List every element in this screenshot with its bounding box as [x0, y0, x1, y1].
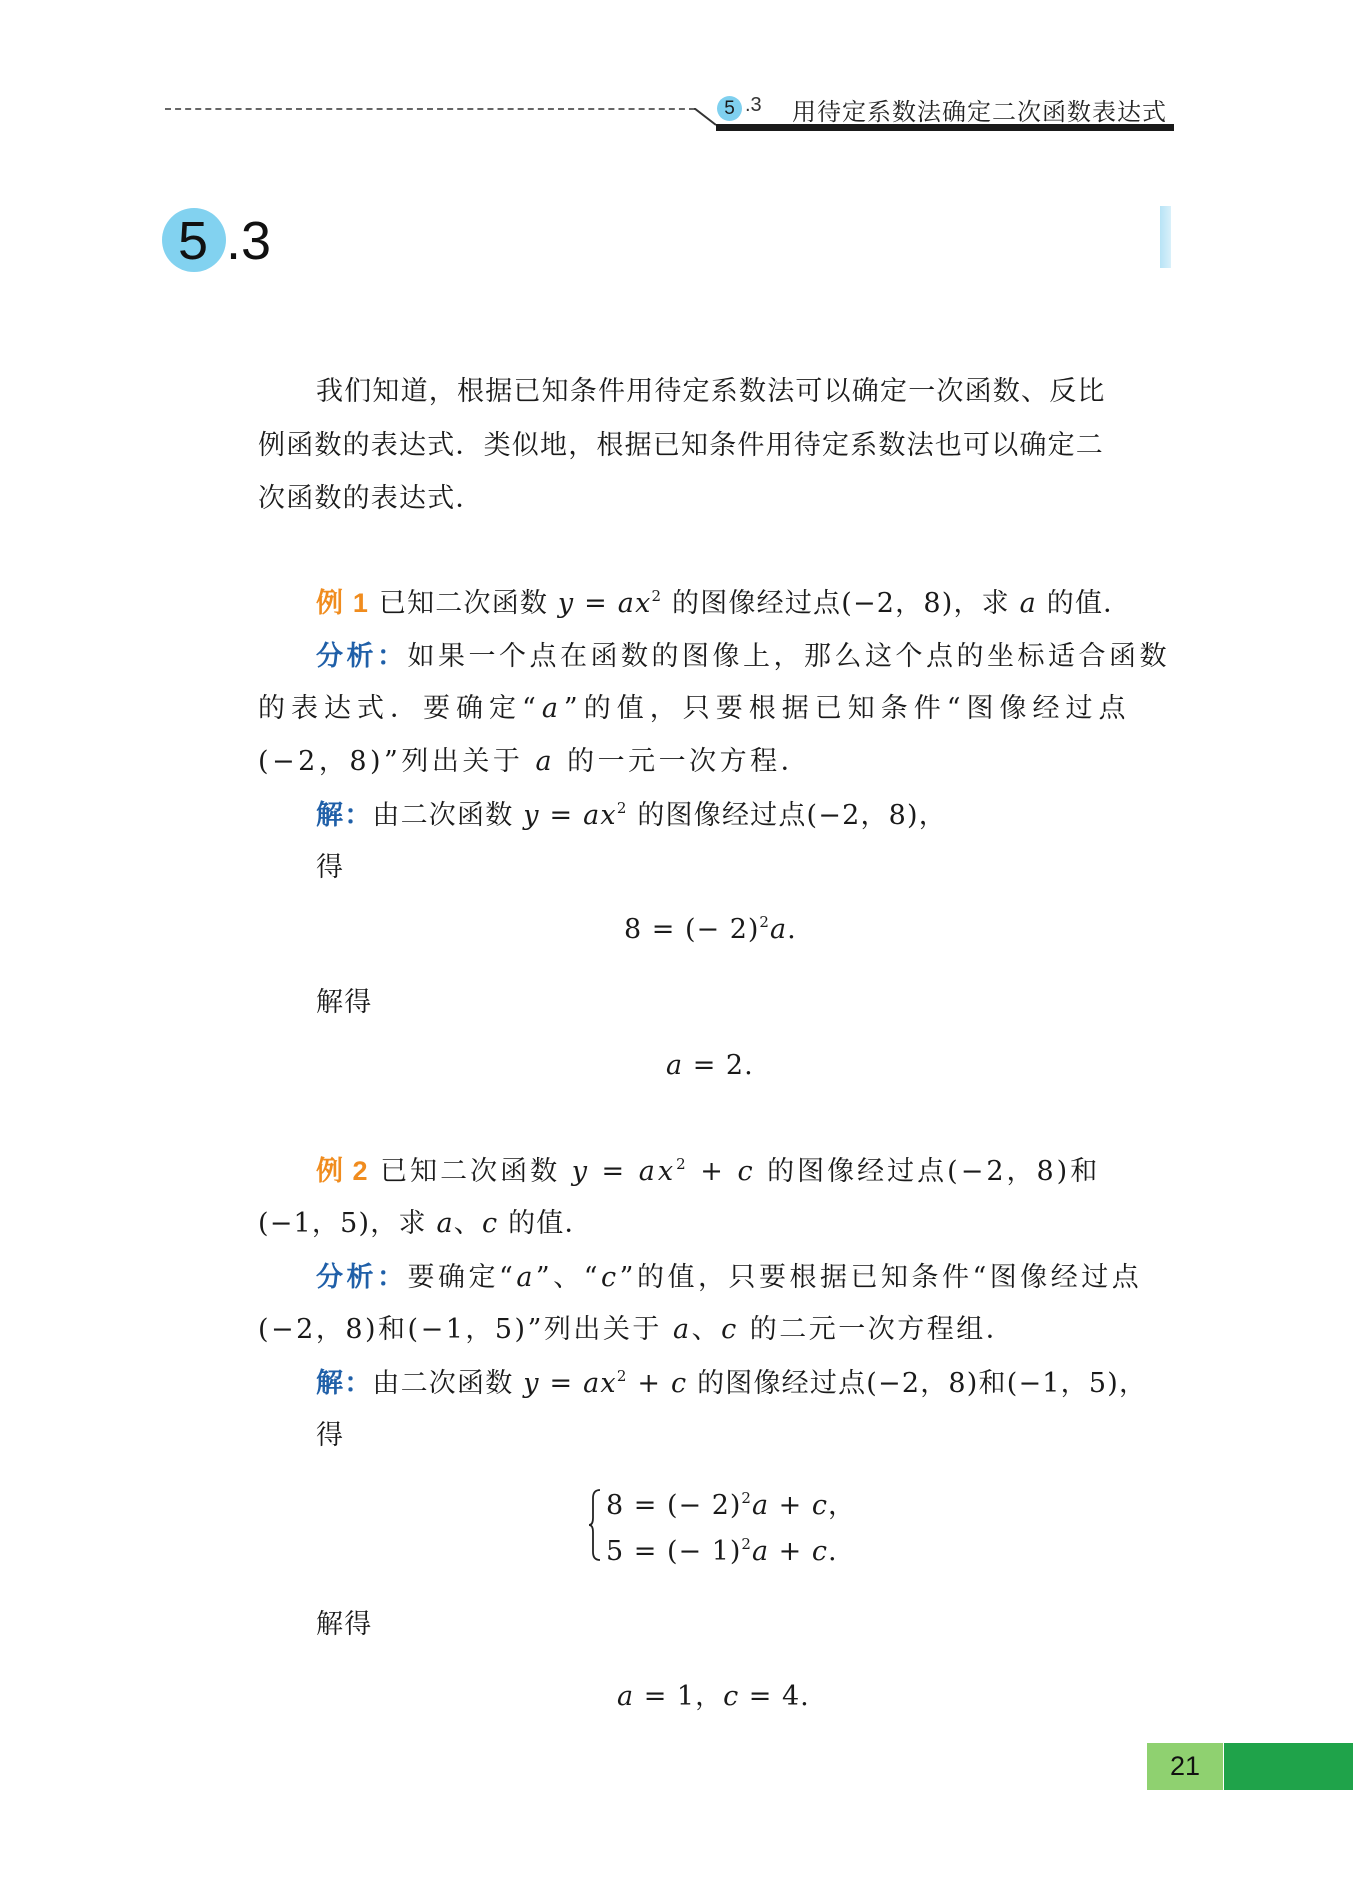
ex2-system-eq-2: 5 = (− 1)$^2$a + c.: [606, 1535, 838, 1567]
ex1-label: 例 1: [316, 588, 370, 618]
page-number-tab-dark: [1224, 1743, 1353, 1790]
page-number: 21: [1169, 1751, 1201, 1781]
header-title: 用待定系数法确定二次函数表达式: [792, 99, 1167, 126]
ex2-result: a = 1，c = 4.: [617, 1681, 810, 1712]
ex1-equation: 8 = (− 2)$^2$a.: [624, 913, 797, 945]
ex2-label: 例 2: [316, 1156, 369, 1186]
section-right-marker: [1160, 206, 1171, 268]
ex2-analysis-line-1: 分析：要确定“a”、“c”的值，只要根据已知条件“图像经过点: [316, 1262, 1143, 1293]
ex1-analysis-line-3: (−2，8)”列出关于 a 的一元一次方程．: [258, 746, 812, 777]
section-number-minor: .3: [226, 211, 272, 271]
intro-line-3: 次函数的表达式．: [258, 483, 484, 514]
intro-line-1: 我们知道，根据已知条件用待定系数法可以确定一次函数、反比: [316, 376, 1106, 407]
ex1-analysis-label: 分析：: [316, 641, 408, 671]
ex2-system-eq-1: 8 = (− 2)$^2$a + c，: [606, 1489, 856, 1521]
ex2-solution-label: 解：: [316, 1368, 373, 1398]
system-brace: [588, 1488, 602, 1562]
ex2-solution: 解：由二次函数 $y = ax^2 + c$ 的图像经过点(−2，8)和(−1，5)，: [316, 1367, 1148, 1399]
ex1-problem: 例 1 已知二次函数 $y = ax^2$ 的图像经过点(−2，8)，求 a 的值．: [316, 587, 1132, 619]
header-dashed-rule: [165, 108, 695, 110]
ex1-analysis-line-1: 分析：如果一个点在函数的图像上，那么这个点的坐标适合函数: [316, 641, 1170, 672]
ex2-analysis-line-2: (−2，8)和(−1，5)”列出关于 a、c 的二元一次方程组．: [258, 1314, 1016, 1345]
ex1-de: 得: [316, 852, 345, 883]
ex2-problem-line-1: 例 2 已知二次函数 $y = ax^2 + c$ 的图像经过点(−2，8)和: [316, 1155, 1101, 1187]
ex1-analysis-line-2: 的表达式．要确定“a”的值，只要根据已知条件“图像经过点: [258, 693, 1132, 724]
ex1-solution-label: 解：: [316, 800, 373, 830]
ex2-analysis-label: 分析：: [316, 1262, 408, 1292]
header-section-number: .3: [745, 94, 762, 116]
intro-line-2: 例函数的表达式．类似地，根据已知条件用待定系数法也可以确定二: [258, 430, 1104, 461]
ex1-solution: 解：由二次函数 $y = ax^2$ 的图像经过点(−2，8)，: [316, 799, 947, 831]
ex1-result: a = 2.: [666, 1050, 754, 1081]
header-section-badge: 5: [717, 96, 742, 121]
ex1-jiede: 解得: [316, 987, 373, 1018]
ex2-problem-line-2: (−1，5)，求 a、c 的值．: [258, 1208, 593, 1239]
section-number-major: 5: [178, 211, 209, 271]
ex2-jiede: 解得: [316, 1609, 373, 1640]
ex2-de: 得: [316, 1420, 345, 1451]
